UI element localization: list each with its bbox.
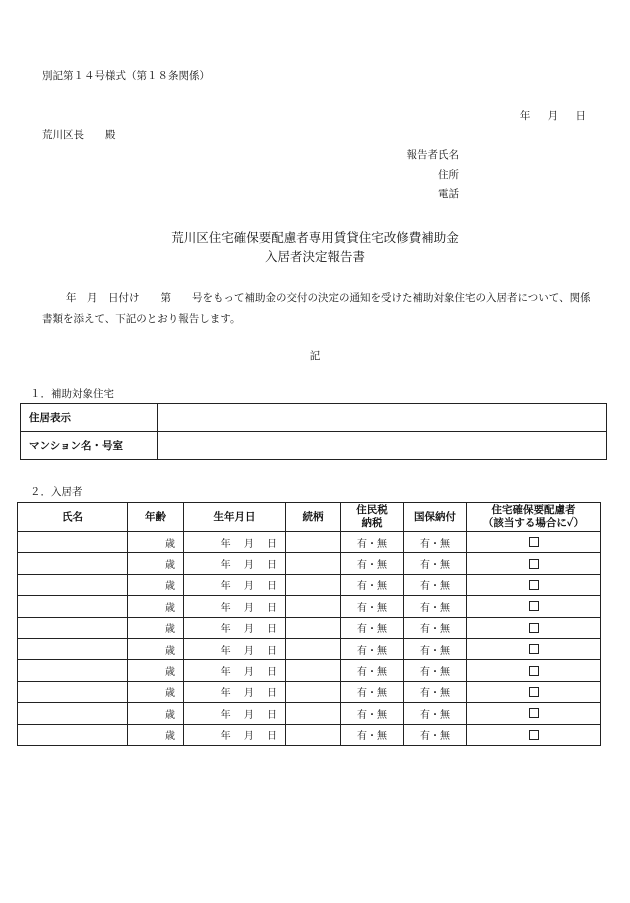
resident-relation-cell[interactable] [286, 574, 341, 595]
resident-priority-cell[interactable] [467, 596, 601, 617]
resident-name-cell[interactable] [18, 617, 128, 638]
col-tax [341, 503, 404, 532]
resident-relation-cell[interactable] [286, 553, 341, 574]
resident-tax-cell[interactable]: 有・無 [341, 617, 404, 638]
resident-insurance-cell[interactable]: 有・無 [404, 724, 467, 745]
body-text: 年 月 日付け 第 号をもって補助金の交付の決定の通知を受けた補助対象住宅の入居者について、関係書類を添えて、下記のとおり報告します。 [42, 292, 591, 325]
resident-age-cell[interactable]: 歳 [128, 681, 184, 702]
resident-age-cell[interactable]: 歳 [128, 660, 184, 681]
resident-dob-cell[interactable]: 年 月 日 [184, 638, 286, 659]
table-row [18, 574, 601, 595]
resident-priority-cell[interactable] [467, 703, 601, 724]
table-row [18, 681, 601, 702]
resident-relation-cell[interactable] [286, 638, 341, 659]
resident-priority-cell[interactable] [467, 638, 601, 659]
section1-heading: １．補助対象住宅 [30, 388, 114, 400]
col-age: 年齢 [128, 503, 184, 532]
table-row [18, 596, 601, 617]
resident-tax-cell[interactable]: 有・無 [341, 574, 404, 595]
resident-tax-cell[interactable]: 有・無 [341, 724, 404, 745]
resident-dob-cell[interactable]: 年 月 日 [184, 532, 286, 553]
col-tax-line1: 住民税 [356, 504, 388, 516]
resident-name-cell[interactable] [18, 574, 128, 595]
table-row [18, 703, 601, 724]
resident-tax-cell[interactable]: 有・無 [341, 532, 404, 553]
resident-dob-cell[interactable]: 年 月 日 [184, 574, 286, 595]
resident-tax-cell[interactable]: 有・無 [341, 703, 404, 724]
table-row [18, 617, 601, 638]
resident-priority-cell[interactable] [467, 681, 601, 702]
reporter-name-label: 報告者氏名 [406, 149, 459, 161]
resident-dob-cell[interactable]: 年 月 日 [184, 724, 286, 745]
resident-tax-cell[interactable]: 有・無 [341, 681, 404, 702]
resident-dob-cell[interactable]: 年 月 日 [184, 660, 286, 681]
col-dob: 生年月日 [184, 503, 286, 532]
col-tax-line2: 納税 [361, 517, 383, 529]
document-title: 荒川区住宅確保要配慮者専用賃貸住宅改修費補助金 [171, 230, 459, 245]
resident-age-cell[interactable]: 歳 [128, 703, 184, 724]
resident-relation-cell[interactable] [286, 660, 341, 681]
resident-insurance-cell[interactable]: 有・無 [404, 703, 467, 724]
checkbox-icon[interactable] [529, 687, 539, 697]
checkbox-icon[interactable] [529, 580, 539, 590]
resident-age-cell[interactable]: 歳 [128, 596, 184, 617]
checkbox-icon[interactable] [529, 559, 539, 569]
property-value [158, 432, 607, 460]
col-name: 氏名 [18, 503, 128, 532]
property-value [158, 404, 607, 432]
resident-age-cell[interactable]: 歳 [128, 617, 184, 638]
checkbox-icon[interactable] [529, 601, 539, 611]
resident-dob-cell[interactable]: 年 月 日 [184, 596, 286, 617]
resident-name-cell[interactable] [18, 681, 128, 702]
resident-tax-cell[interactable]: 有・無 [341, 596, 404, 617]
resident-insurance-cell[interactable]: 有・無 [404, 596, 467, 617]
resident-dob-cell[interactable]: 年 月 日 [184, 681, 286, 702]
resident-priority-cell[interactable] [467, 660, 601, 681]
table-row [18, 532, 601, 553]
table-row [21, 404, 607, 432]
document-subtitle: 入居者決定報告書 [264, 249, 365, 264]
resident-dob-cell[interactable]: 年 月 日 [184, 553, 286, 574]
checkbox-icon[interactable] [529, 623, 539, 633]
col-priority [467, 503, 601, 532]
resident-name-cell[interactable] [18, 553, 128, 574]
resident-name-cell[interactable] [18, 596, 128, 617]
resident-dob-cell[interactable]: 年 月 日 [184, 703, 286, 724]
ki-marker: 記 [309, 350, 321, 362]
resident-name-cell[interactable] [18, 660, 128, 681]
resident-relation-cell[interactable] [286, 724, 341, 745]
resident-name-cell[interactable] [18, 532, 128, 553]
resident-tax-cell[interactable]: 有・無 [341, 638, 404, 659]
resident-age-cell[interactable]: 歳 [128, 553, 184, 574]
resident-age-cell[interactable]: 歳 [128, 638, 184, 659]
resident-relation-cell[interactable] [286, 681, 341, 702]
resident-insurance-cell[interactable]: 有・無 [404, 660, 467, 681]
checkbox-icon[interactable] [529, 644, 539, 654]
resident-tax-cell[interactable]: 有・無 [341, 553, 404, 574]
col-relation: 続柄 [286, 503, 341, 532]
col-priority-line2: （該当する場合に✓） [482, 517, 585, 529]
col-insurance: 国保納付 [404, 503, 467, 532]
report-date: 年 月 日 [519, 110, 586, 122]
resident-insurance-cell[interactable]: 有・無 [404, 681, 467, 702]
checkbox-icon[interactable] [529, 666, 539, 676]
table-header-row [18, 503, 601, 532]
resident-priority-cell[interactable] [467, 532, 601, 553]
property-label: 住居表示 [21, 404, 158, 432]
resident-name-cell[interactable] [18, 703, 128, 724]
property-table [20, 403, 607, 460]
resident-insurance-cell[interactable]: 有・無 [404, 574, 467, 595]
property-label: マンション名・号室 [21, 432, 158, 460]
checkbox-icon[interactable] [529, 708, 539, 718]
resident-insurance-cell[interactable]: 有・無 [404, 638, 467, 659]
table-row [18, 724, 601, 745]
resident-age-cell[interactable]: 歳 [128, 724, 184, 745]
resident-insurance-cell[interactable]: 有・無 [404, 553, 467, 574]
resident-priority-cell[interactable] [467, 574, 601, 595]
resident-relation-cell[interactable] [286, 532, 341, 553]
resident-dob-cell[interactable]: 年 月 日 [184, 617, 286, 638]
residents-table [17, 502, 601, 746]
resident-relation-cell[interactable] [286, 596, 341, 617]
resident-relation-cell[interactable] [286, 617, 341, 638]
table-row [18, 553, 601, 574]
resident-tax-cell[interactable]: 有・無 [341, 660, 404, 681]
resident-priority-cell[interactable] [467, 617, 601, 638]
table-row [21, 432, 607, 460]
resident-priority-cell[interactable] [467, 724, 601, 745]
resident-name-cell[interactable] [18, 724, 128, 745]
table-row [18, 638, 601, 659]
checkbox-icon[interactable] [529, 537, 539, 547]
resident-priority-cell[interactable] [467, 553, 601, 574]
form-label: 別記第１４号様式（第１８条関係） [42, 70, 210, 82]
resident-age-cell[interactable]: 歳 [128, 532, 184, 553]
resident-relation-cell[interactable] [286, 703, 341, 724]
resident-name-cell[interactable] [18, 638, 128, 659]
reporter-address-label: 住所 [438, 169, 459, 181]
addressee: 荒川区長 殿 [42, 129, 116, 141]
resident-insurance-cell[interactable]: 有・無 [404, 532, 467, 553]
resident-age-cell[interactable]: 歳 [128, 574, 184, 595]
col-priority-line1: 住宅確保要配慮者 [491, 504, 576, 516]
resident-insurance-cell[interactable]: 有・無 [404, 617, 467, 638]
checkbox-icon[interactable] [529, 730, 539, 740]
section2-heading: ２．入居者 [30, 486, 83, 498]
table-row [18, 660, 601, 681]
reporter-phone-label: 電話 [438, 188, 459, 200]
